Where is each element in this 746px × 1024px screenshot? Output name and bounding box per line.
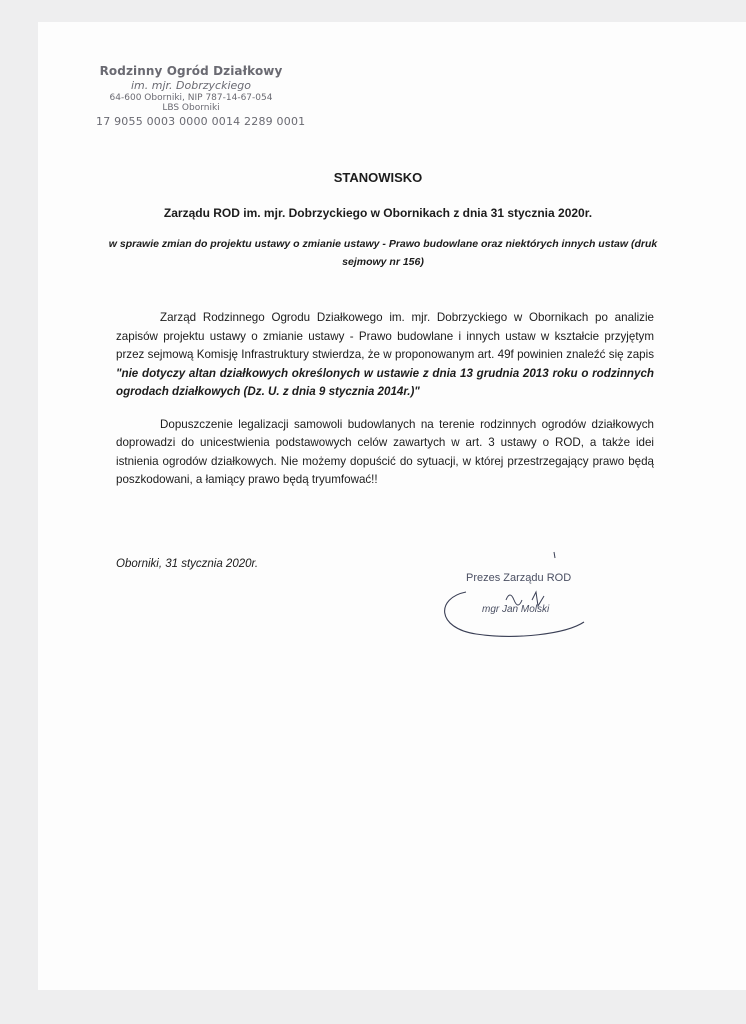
stamp-bank: LBS Oborniki — [162, 103, 220, 113]
document-subtitle: Zarządu ROD im. mjr. Dobrzyckiego w Obornikach z dnia 31 stycznia 2020r. — [163, 206, 593, 220]
signature-name: mgr Jan Molski — [482, 604, 550, 615]
paragraph-1-quote: "nie dotyczy altan działkowych określonych w ustawie z dnia 13 grudnia 2013 roku o rodzinnych ogrodach działkowych (Dz. U. z dnia 9 stycznia 2014r.)" — [116, 366, 654, 398]
signature-scribble-icon — [426, 550, 596, 640]
paragraph-1-text: Zarząd Rodzinnego Ogrodu Działkowego im. mjr. Dobrzyckiego w Obornikach po analizie zapisów projektu ustawy o zmianie ustawy - Prawo budowlane i innych ustaw w kształcie przyjętym przez sejmową Komisję Infrastruktury stwierdza, że w proponowanym art. 49f powinien znaleźć się zapis — [116, 311, 654, 361]
stamp-patron: im. mjr. Dobrzyckiego — [131, 79, 251, 92]
document-page — [38, 22, 746, 990]
signature-role: Prezes Zarządu ROD — [466, 572, 572, 584]
stamp-address: 64-600 Oborniki, NIP 787-14-67-054 — [109, 93, 273, 103]
document-subject: w sprawie zmian do projektu ustawy o zmianie ustawy - Prawo budowlane oraz niektórych innych ustaw (druk sejmowy nr 156) — [108, 238, 658, 268]
document-title: STANOWISKO — [333, 170, 423, 185]
stamp-name: Rodzinny Ogród Działkowy — [99, 64, 283, 78]
place-date: Oborniki, 31 stycznia 2020r. — [116, 558, 259, 570]
stamp-account: 17 9055 0003 0000 0014 2289 0001 — [96, 115, 306, 128]
paragraph-2: Dopuszczenie legalizacji samowoli budowlanych na terenie rodzinnych ogrodów działkowych doprowadzi do unicestwienia podstawowych celów zawartych w art. 3 ustawy o ROD, a także idei istnienia ogrodów działkowych. Nie możemy dopuścić do sytuacji, w której przestrzegający prawo będą poszkodowani, a łamiący prawo będą tryumfować!! — [116, 417, 654, 486]
organization-stamp — [96, 64, 306, 128]
document-body — [116, 309, 654, 490]
paragraph-1 — [116, 309, 654, 402]
